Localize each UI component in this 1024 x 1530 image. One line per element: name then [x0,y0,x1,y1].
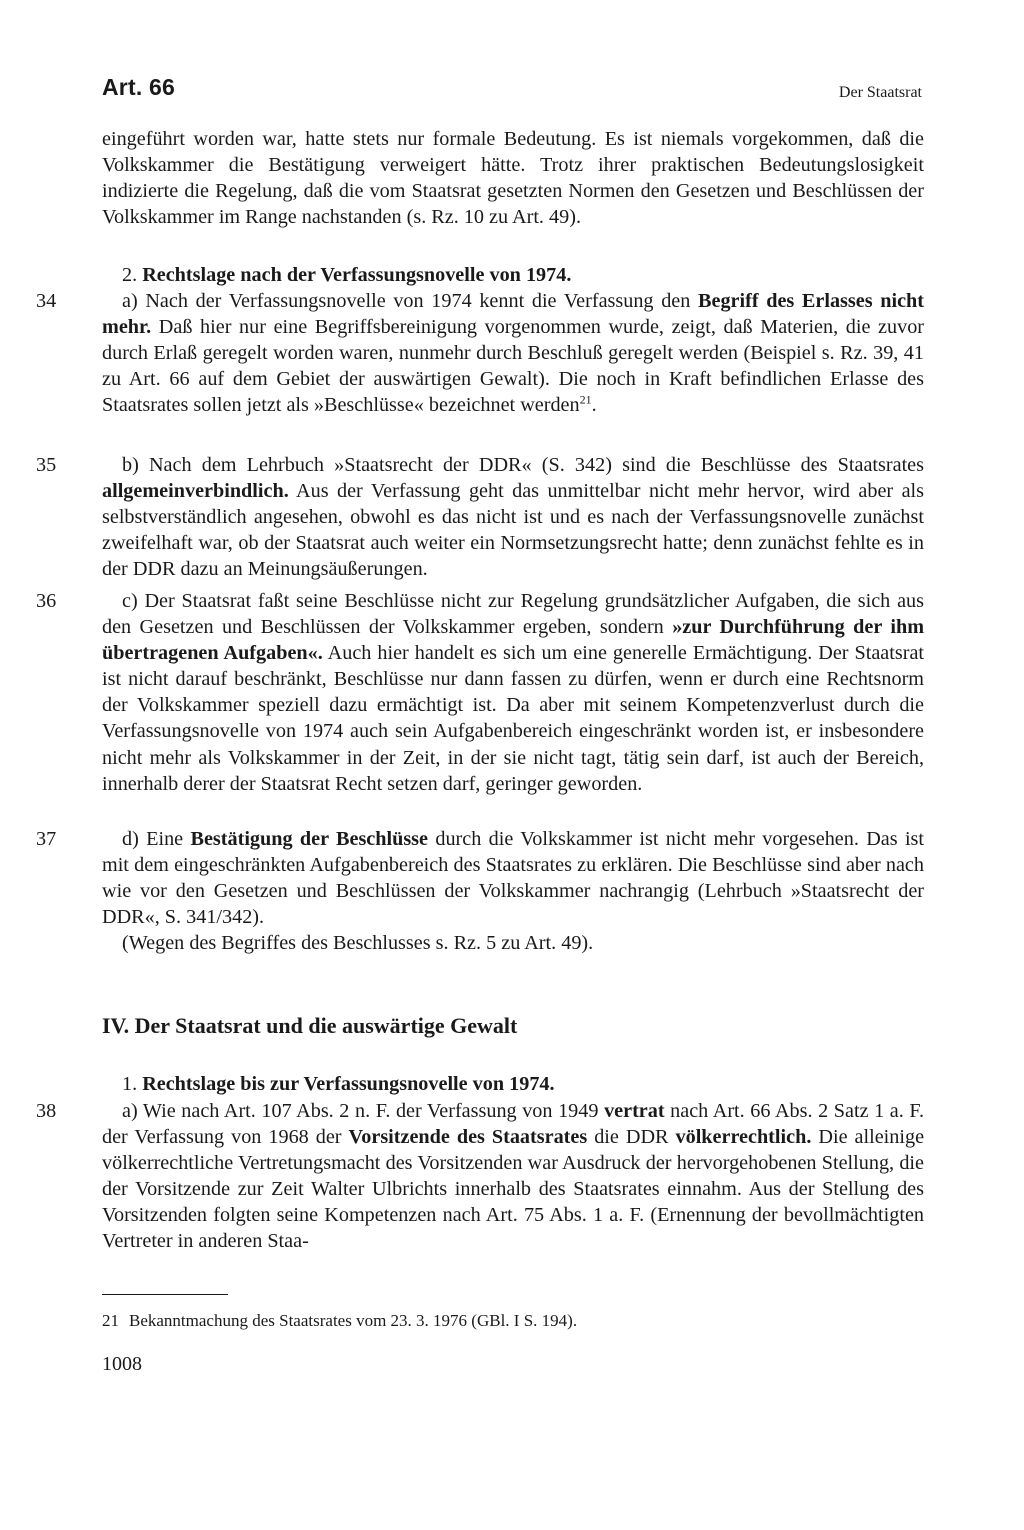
margin-number: 34 [36,290,57,312]
paragraph-text [102,826,924,930]
text-run: a) Nach der Verfassungsnovelle von 1974 kennt die Verfassung den [122,290,691,312]
bold-term: »zur Durchführung der ihm übertragenen Aufgaben«. [102,616,925,665]
bold-term: völkerrechtlich. [675,1126,812,1149]
text-run: b) Nach dem Lehrbuch »Staatsrecht der DDR« (S. 342) sind die Beschlüsse des Staatsrates [122,454,924,476]
margin-number: 37 [36,828,57,850]
margin-paragraph-38 [36,1098,925,1255]
text-run: die DDR [594,1126,669,1149]
margin-number: 38 [36,1100,57,1122]
bold-term: Vorsitzende des Staatsrates [348,1126,588,1149]
text-run: Auch hier handelt es sich um eine generelle Ermächtigung. Der Staatsrat ist nicht darauf beschränkt, Beschlüsse nur dann fassen zu dürfen, wenn er durch eine Rechtsnorm der Volkskammer speziell dazu ermächtigt ist. Da aber mit seinem Kompetenzverlust durch die Verfassungsnovelle von 1974 auch sein Aufgabenbereich eingeschränkt worden ist, er insbesondere nicht mehr als Volkskammer in der Zeit, in der sie nicht tagt, tätig sein darf, ist auch der Bereich, innerhalb derer der Staatsrat Recht setzen darf, geringer geworden. [102,642,925,795]
text-run: Daß hier nur eine Begriffsbereinigung vorgenommen wurde, zeigt, daß Materien, die zuvor durch Erlaß geregelt worden waren, nunmehr durch Beschluß geregelt werden (Beispiel s. Rz. 39, 41 zu Art. 66 auf dem Gebiet der auswärtigen Gewalt). Die noch in Kraft befindlichen Erlasse des Staatsrates sollen jetzt als »Beschlüsse« bezeichnet werden [102,316,925,417]
margin-paragraph-34 [36,288,925,418]
paragraph-continuation: eingeführt worden war, hatte stets nur formale Bedeutung. Es ist niemals vorgekommen, daß die Volkskammer die Bestätigung verweigert hätte. Trotz ihrer praktischen Bedeutungslosigkeit indizierte die Regelung, daß die vom Staatsrat gesetzten Normen den Gesetzen und Beschlüssen der Volkskammer im Range nachstanden (s. Rz. 10 zu Art. 49). [102,128,924,229]
footnote-divider [102,1294,228,1295]
subheading-block [102,262,924,288]
text-run: Die alleinige völkerrechtliche Vertretungsmacht des Vorsitzenden war Ausdruck der hervorgehobenen Stellung, die der Vorsitzende zur Zeit Walter Ulbrichts innerhalb des Staatsrates einnahm. Aus der Stellung des Vorsitzenden folgten seine Kompetenzen nach Art. 75 Abs. 1 a. F. (Ernennung der bevollmächtigten Vertreter in anderen Staa- [102,1126,925,1253]
margin-paragraph-35 [36,452,924,582]
subheading-text: Rechtslage bis zur Verfassungsnovelle von 1974. [142,1073,555,1095]
footnote-text: Bekanntmachung des Staatsrates vom 23. 3. 1976 (GBl. I S. 194). [129,1311,578,1330]
margin-paragraph-37 [36,826,925,956]
footnote [102,1311,577,1331]
paragraph-text [102,588,924,797]
footnote-reference[interactable]: 21 [579,392,592,407]
text-run: c) Der Staatsrat faßt seine Beschlüsse nicht zur Regelung grundsätzlicher Aufgaben, die sich aus den Gesetzen und Beschlüssen der Volkskammer ergeben, sondern [102,590,924,639]
text-run: durch die Volkskammer ist nicht mehr vorgesehen. Das ist mit dem eingeschränkten Aufgabenbereich des Staatsrates zu erklären. Die Beschlüsse sind aber nach wie vor den Gesetzen und Beschlüssen der Volkskammer nachrangig (Lehrbuch »Staatsrecht der DDR«, S. 341/342). [102,828,925,929]
text-run: Aus der Verfassung geht das unmittelbar nicht mehr hervor, wird aber als selbstverständlich angesehen, obwohl es das nicht ist und es nach der Verfassungsnovelle zunächst zweifelhaft war, ob der Staatsrat auch weiter ein Normsetzungsrecht hatte; denn zunächst fehlte es in der DDR dazu an Meinungsäußerungen. [102,480,924,581]
page-number: 1008 [102,1353,142,1375]
subheading-block-2 [102,1071,924,1097]
text-run: . [591,394,597,417]
text-run: a) Wie nach Art. 107 Abs. 2 n. F. der Verfassung von 1949 [122,1100,599,1122]
article-label: Art. 66 [102,74,175,100]
margin-number: 35 [36,454,57,476]
subheading-2 [102,262,924,288]
text-run: nach Art. 66 Abs. 2 Satz 1 a. F. der Verfassung von 1968 der [102,1100,925,1149]
subheading-number: 1. [122,1073,138,1095]
text-run: d) Eine [122,828,184,850]
subheading-1 [102,1071,924,1097]
bold-term: Begriff des Erlasses nicht mehr. [102,290,925,339]
margin-paragraph-36 [36,588,925,797]
margin-number: 36 [36,590,57,612]
footnote-number: 21 [102,1311,119,1330]
paragraph-note: (Wegen des Begriffes des Beschlusses s. Rz. 5 zu Art. 49). [122,932,594,955]
bold-term: Bestätigung der Beschlüsse [190,828,428,850]
subheading-number: 2. [122,264,138,286]
subheading-text: Rechtslage nach der Verfassungsnovelle von 1974. [142,264,572,286]
paragraph-text [102,288,924,418]
text-block-intro [102,126,924,230]
paragraph-text [102,1098,924,1255]
section-heading: IV. Der Staatsrat und die auswärtige Gewalt [102,1013,518,1038]
running-title: Der Staatsrat [838,84,922,101]
bold-term: vertrat [604,1100,665,1122]
bold-term: allgemeinverbindlich. [102,480,289,503]
paragraph-text [102,452,924,582]
section-heading-block [102,1013,924,1039]
